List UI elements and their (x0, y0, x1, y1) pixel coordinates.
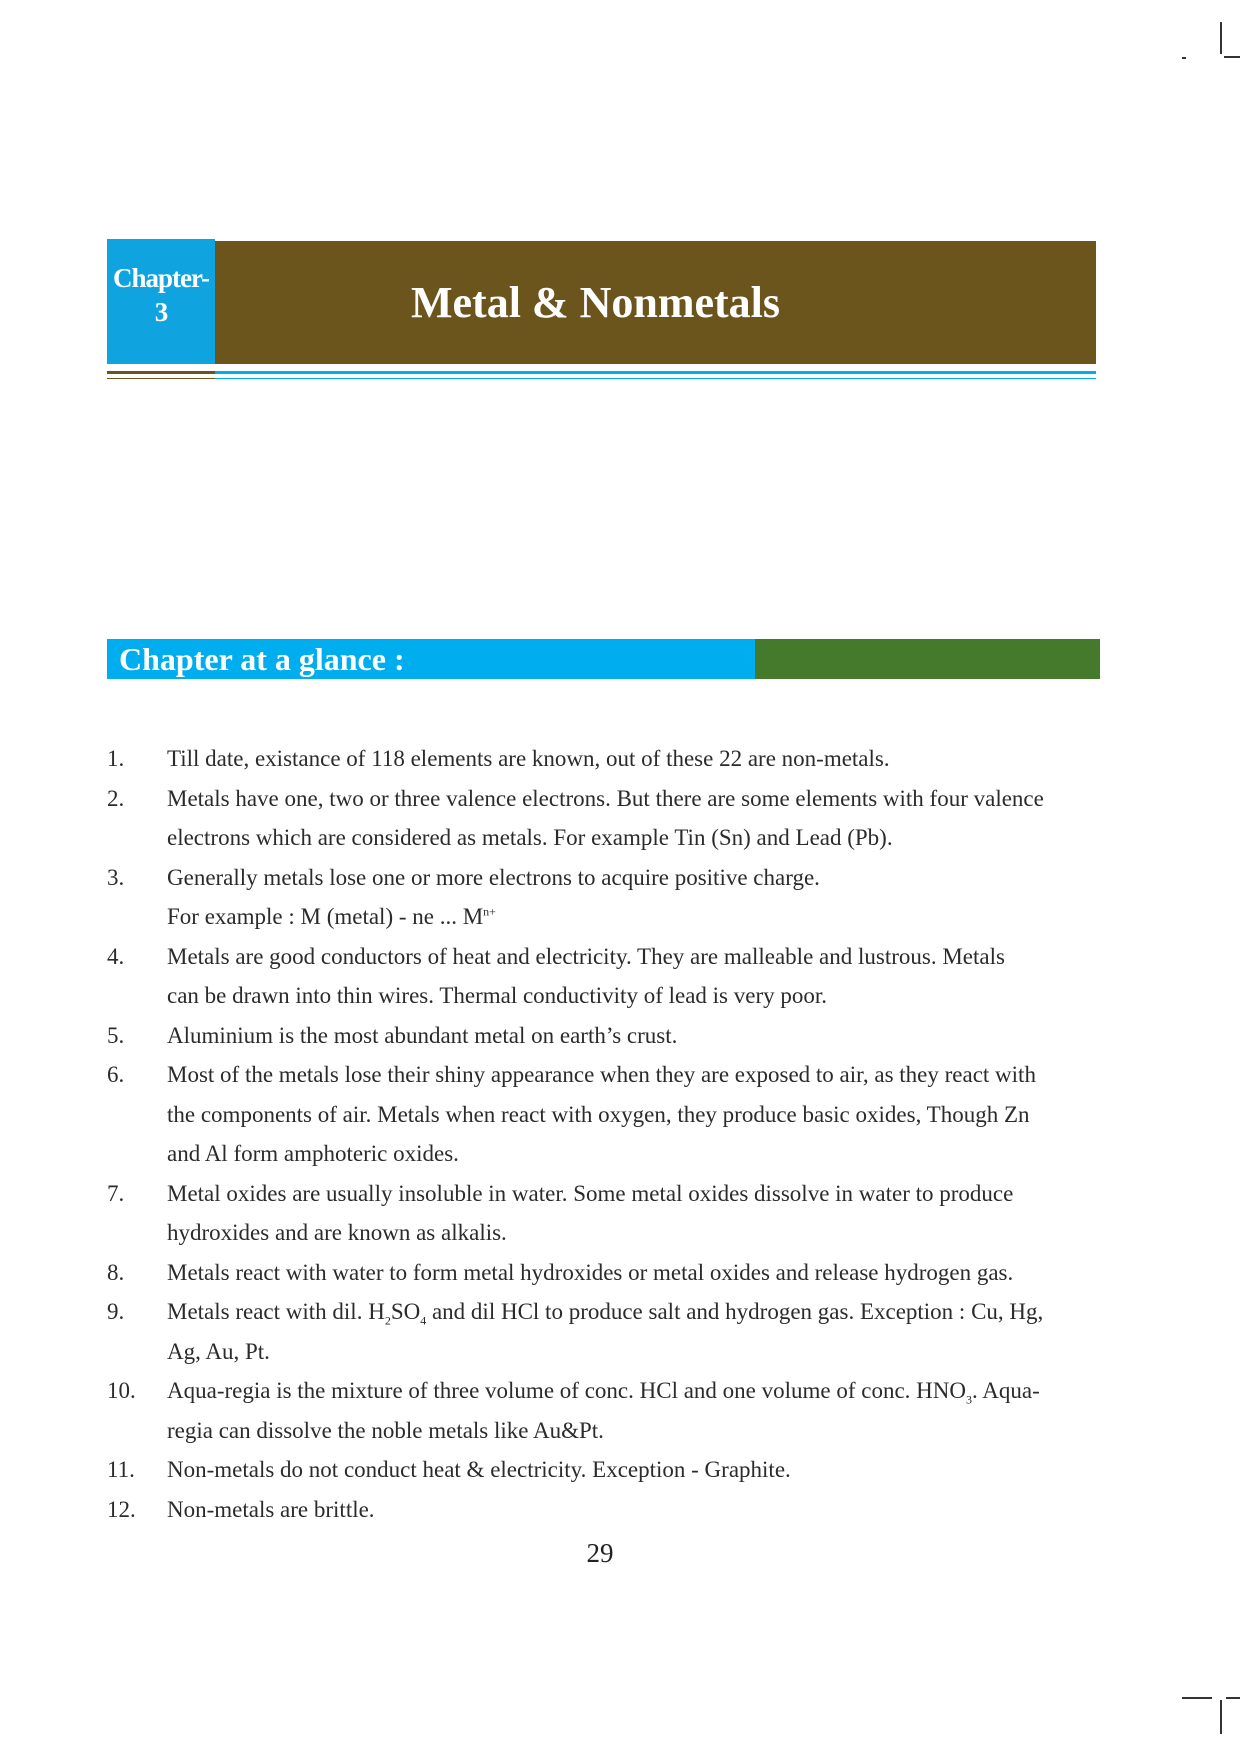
item-number: 1. (107, 746, 125, 771)
item-text: Ag, Au, Pt. (167, 1338, 270, 1364)
list-item (107, 1055, 1102, 1095)
item-text: Most of the metals lose their shiny appearance when they are exposed to air, as they react with (167, 1062, 1036, 1087)
crop-mark (1224, 56, 1240, 58)
header-rule-brown (107, 371, 215, 374)
list-item-continued (107, 1411, 1102, 1451)
list-item (107, 1292, 1102, 1332)
list-item-continued (107, 1095, 1102, 1135)
item-number: 8. (107, 1259, 125, 1285)
crop-mark (1220, 22, 1222, 54)
item-text: Metals react with water to form metal hydroxides or metal oxides and release hydrogen gas. (167, 1259, 1014, 1285)
list-item-continued (107, 818, 1102, 858)
crop-mark (1226, 1697, 1240, 1699)
list-item (107, 1490, 1102, 1530)
list-item-continued (107, 1134, 1102, 1174)
item-number: 2. (107, 785, 125, 811)
item-example: For example : M (metal) - ne ... $M^{n+}$ (167, 904, 496, 929)
item-text: Aluminium is the most abundant metal on earth’s crust. (167, 1022, 678, 1048)
list-item (107, 739, 1102, 779)
list-item-continued (107, 976, 1102, 1016)
item-number: 5. (107, 1022, 125, 1048)
item-number: 6. (107, 1062, 125, 1087)
header-rule-blue (215, 371, 1096, 374)
item-text: Generally metals lose one or more electrons to acquire positive charge. (167, 864, 820, 890)
list-item (107, 858, 1102, 898)
page-number: 29 (586, 1538, 614, 1568)
item-text: electrons which are considered as metals. For example Tin (Sn) and Lead (Pb). (167, 825, 893, 850)
item-number: 12. (107, 1496, 136, 1522)
list-item (107, 1253, 1102, 1293)
item-text: regia can dissolve the noble metals like Au&Pt. (167, 1417, 604, 1443)
item-text: Metals are good conductors of heat and electricity. They are malleable and lustrous. Metals (167, 943, 1005, 969)
glance-heading: Chapter at a glance : (119, 641, 405, 677)
item-number: 7. (107, 1180, 125, 1206)
item-text: Till date, existance of 118 elements are known, out of these 22 are non-metals. (167, 746, 890, 771)
list-item-continued (107, 1332, 1102, 1372)
list-item (107, 779, 1102, 819)
item-text: hydroxides and are known as alkalis. (167, 1220, 507, 1245)
item-number: 4. (107, 943, 125, 969)
header-rule-blue-thin (215, 378, 1096, 379)
crop-mark (1182, 57, 1186, 59)
item-text: Metal oxides are usually insoluble in water. Some metal oxides dissolve in water to produce (167, 1180, 1014, 1206)
item-number: 3. (107, 864, 125, 890)
item-text: and Al form amphoteric oxides. (167, 1141, 459, 1166)
chapter-title: Metal & Nonmetals (410, 278, 780, 327)
glance-accent-bar (755, 639, 1100, 679)
item-number: 11. (107, 1457, 135, 1482)
item-text: Metals react with dil. $H_2SO_4$ and dil HCl to produce salt and hydrogen gas. Exception : Cu, Hg, (167, 1299, 1044, 1328)
chapter-number-box (107, 239, 215, 364)
list-item (107, 1174, 1102, 1214)
crop-mark (1220, 1700, 1222, 1734)
item-number: 10. (107, 1378, 136, 1403)
item-text: Non-metals do not conduct heat & electricity. Exception - Graphite. (167, 1457, 791, 1482)
chapter-title-bar (215, 241, 1096, 364)
list-item (107, 1450, 1102, 1490)
list-item (107, 1016, 1102, 1056)
item-text: can be drawn into thin wires. Thermal conductivity of lead is very poor. (167, 983, 828, 1008)
list-item-continued (107, 1213, 1102, 1253)
list-item (107, 937, 1102, 977)
item-text: Metals have one, two or three valence electrons. But there are some elements with four valence (167, 785, 1044, 811)
list-item (107, 1371, 1102, 1411)
item-text: Aqua-regia is the mixture of three volume of conc. HCl and one volume of conc. $HNO_3$. Aqua- (167, 1378, 1040, 1407)
glance-heading-bar (107, 639, 755, 679)
item-text: the components of air. Metals when react with oxygen, they produce basic oxides, Though Zn (167, 1101, 1030, 1127)
list-item-continued (107, 897, 1102, 937)
chapter-number: 3 (154, 297, 168, 327)
item-number: 9. (107, 1299, 125, 1324)
crop-mark (1182, 1697, 1212, 1699)
item-text: Non-metals are brittle. (167, 1496, 375, 1522)
header-rule-brown-thin (107, 378, 215, 379)
key-points-list (107, 739, 1102, 1529)
chapter-label: Chapter- (113, 263, 209, 293)
